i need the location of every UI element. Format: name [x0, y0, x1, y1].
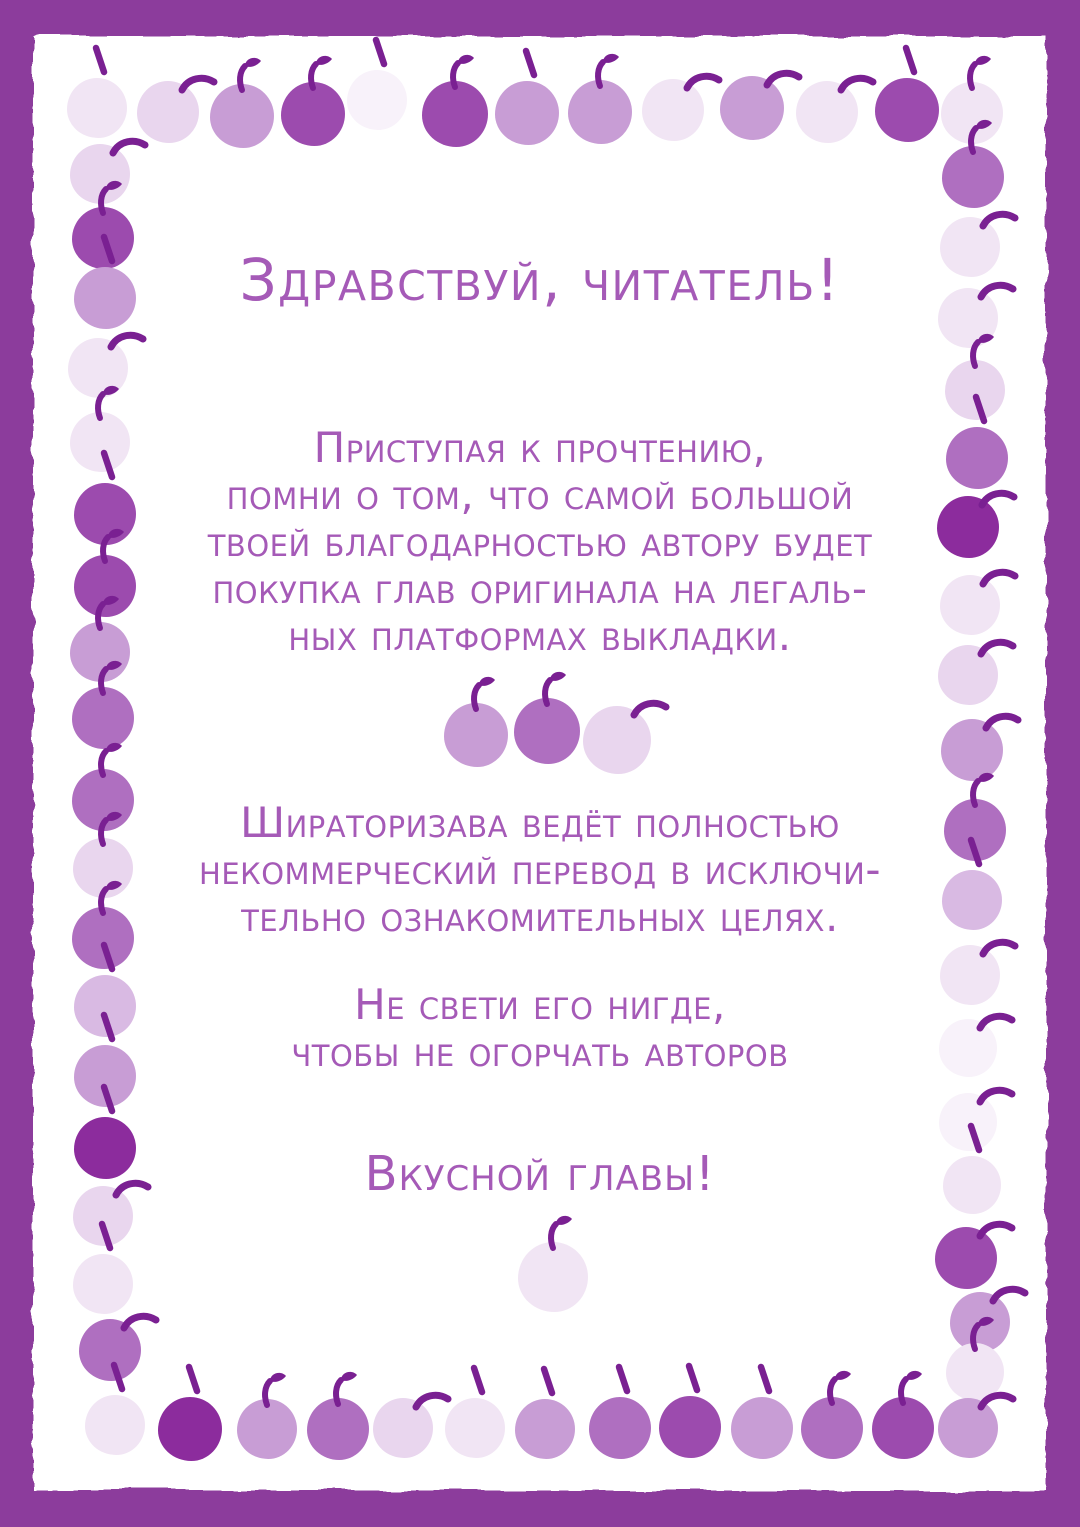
- text-line: Не свети его нигде,: [354, 980, 726, 1029]
- text-line: ных платформах выкладки.: [288, 611, 792, 660]
- text-line: Шираторизава ведёт полностью: [240, 798, 840, 847]
- paragraph-intro: [0, 424, 1080, 659]
- text-line: тельно ознакомительных целях.: [241, 892, 839, 941]
- text-line: чтобы не огорчать авторов: [291, 1027, 789, 1076]
- text-line: некоммерческий перевод в исключи-: [199, 845, 881, 894]
- text-line: помни о том, что самой большой: [226, 470, 854, 519]
- closing-line: Вкусной главы!: [364, 1146, 716, 1202]
- text-line: покупка глав оригинала на легаль-: [212, 564, 868, 613]
- paragraph-warning: [0, 981, 1080, 1075]
- text-line: Приступая к прочтению,: [313, 423, 767, 472]
- paragraph-disclaimer: [0, 799, 1080, 940]
- page-title: Здравствуй, читатель!: [239, 246, 841, 314]
- text-line: твоей благодарностью автору будет: [207, 517, 873, 566]
